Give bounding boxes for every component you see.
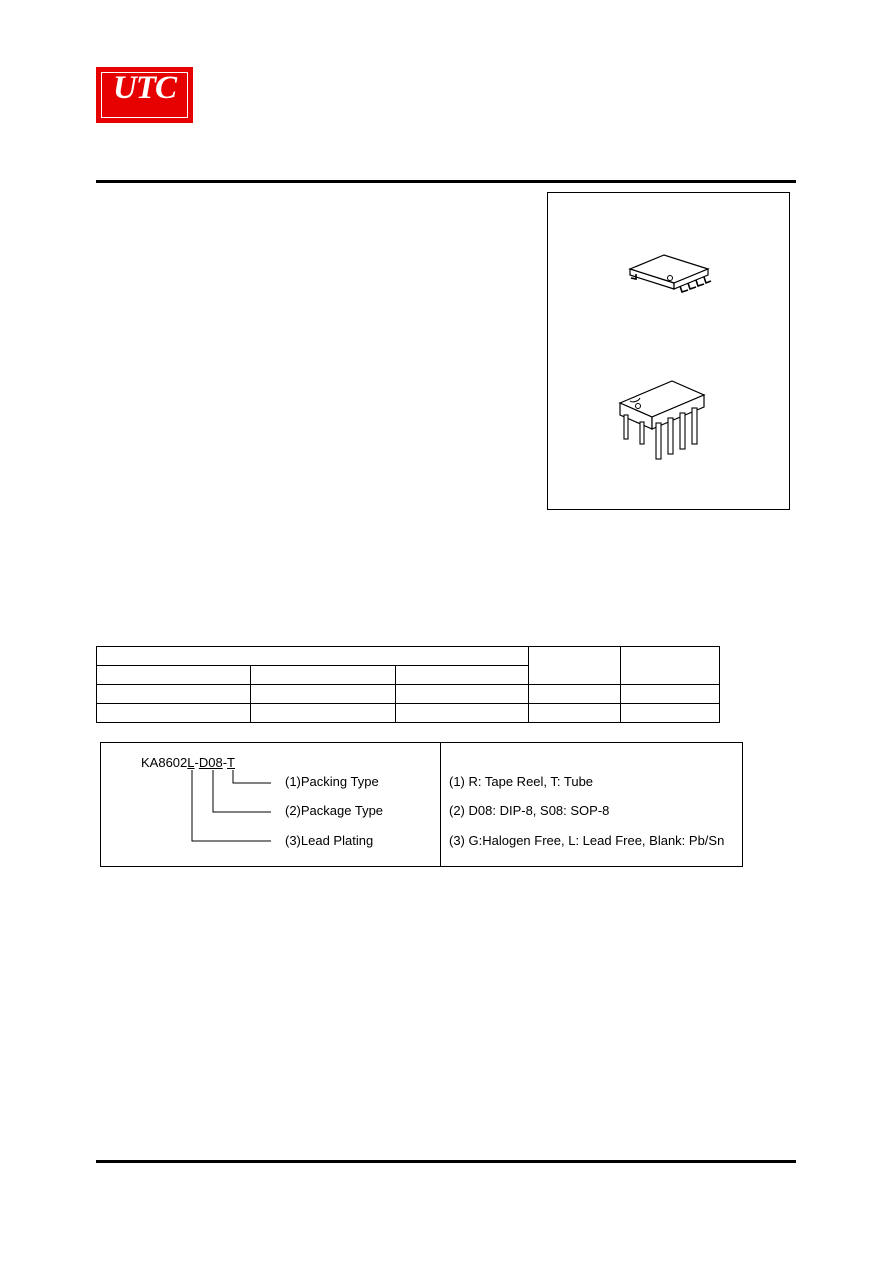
lead-plating-description: (3) G:Halogen Free, L: Lead Free, Blank: Pb/Sn [449,833,725,848]
table-row [97,647,720,666]
part-number-separator: - [222,755,228,770]
table-cell [529,704,621,723]
package-illustration-box [547,192,790,510]
packing-type-description: (1) R: Tape Reel, T: Tube [449,774,594,789]
footer-rule [96,1160,796,1163]
table-cell [529,647,621,685]
table-cell [396,685,529,704]
sop-8-package-icon [628,249,712,299]
table-cell [97,685,251,704]
part-number-lead-code: L [187,755,195,770]
header-rule [96,180,796,183]
packing-type-label: (1)Packing Type [285,774,379,789]
table-cell [621,647,720,685]
package-type-label: (2)Package Type [285,803,384,818]
part-number-base: KA8602 [141,755,188,770]
table-row [97,685,720,704]
table-row [97,704,720,723]
table-cell [621,685,720,704]
table-cell [396,704,529,723]
ordering-table [96,646,720,723]
part-number-package-code: D08 [198,755,223,770]
table-cell [251,685,396,704]
utc-logo [96,67,193,123]
marking-leader-lines [101,743,441,866]
table-cell [621,704,720,723]
lead-plating-label: (3)Lead Plating [285,833,374,848]
table-cell [529,685,621,704]
table-cell [97,647,529,666]
logo-text: UTC [113,70,176,106]
part-number-marking-box [100,742,743,867]
table-cell [97,704,251,723]
dip-8-package-icon [616,379,712,471]
table-cell [97,666,251,685]
package-type-description: (2) D08: DIP-8, S08: SOP-8 [449,803,610,818]
table-cell [251,666,396,685]
table-cell [396,666,529,685]
table-cell [251,704,396,723]
part-number-separator: - [194,755,199,770]
part-number-packing-code: T [227,755,235,770]
